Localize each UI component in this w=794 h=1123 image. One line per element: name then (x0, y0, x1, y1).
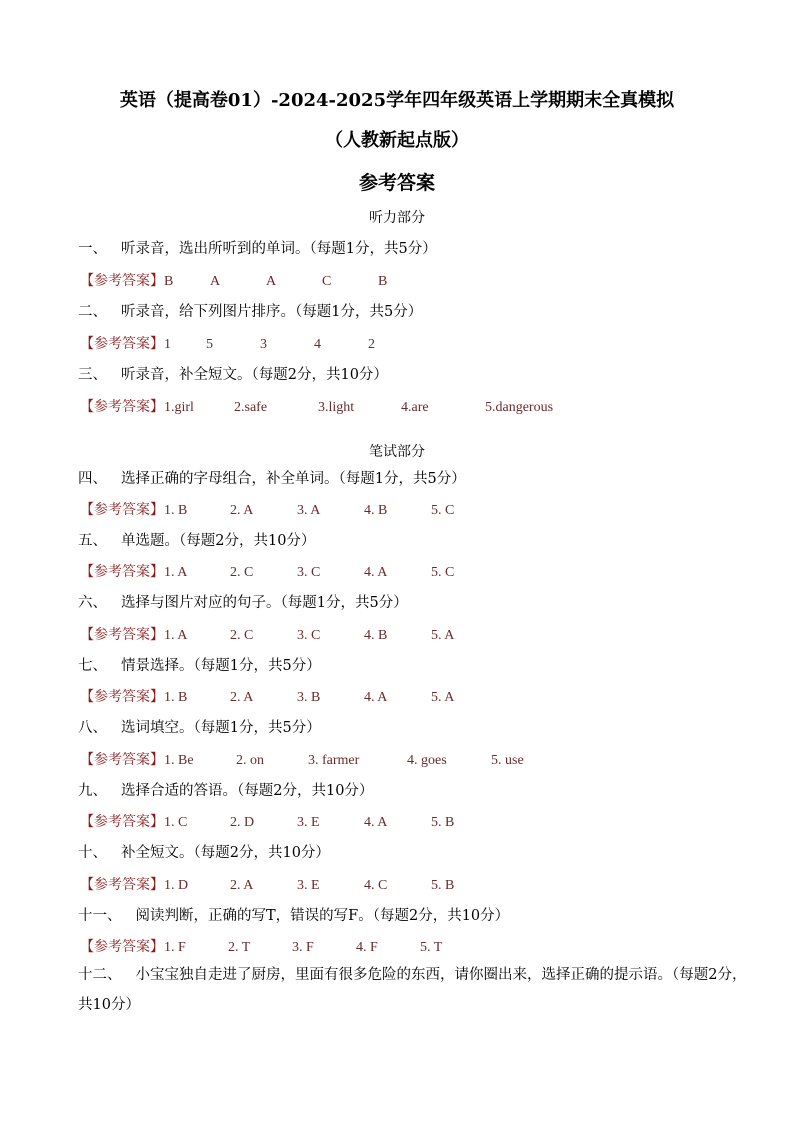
question-heading (78, 529, 315, 550)
answer-key-heading: 参考答案 (358, 172, 435, 194)
answer-tag: 【参考答案】 (80, 877, 164, 893)
written-heading: 笔试部分 (369, 444, 425, 460)
question-number: 十一、 (78, 908, 122, 924)
answer-tag: 【参考答案】 (80, 502, 164, 518)
question-number: 四、 (78, 471, 107, 487)
question-number: 十、 (78, 845, 107, 861)
answer-item: 1. C (164, 815, 188, 830)
answer-item: 3. A (297, 503, 321, 518)
answer-item: 1.girl (164, 400, 194, 415)
answer-tag: 【参考答案】 (80, 627, 164, 643)
question-text: 选择与图片对应的句子。（每题1分，共5分） (121, 595, 408, 611)
answer-item: 5. C (431, 503, 455, 518)
answer-item: 1. B (164, 690, 188, 705)
question-number: 三、 (78, 367, 107, 383)
answer-item: 1. F (164, 940, 186, 955)
question-text: 单选题。（每题2分，共10分） (121, 533, 316, 549)
question-text: 小宝宝独自走进了厨房，里面有很多危险的东西，请你圈出来，选择正确的提示语。（每题2分，共10分） (78, 967, 747, 1013)
answer-item: 2. D (230, 815, 255, 830)
question-text: 情景选择。（每题1分，共5分） (121, 658, 321, 674)
answer-item: 4. F (356, 940, 378, 955)
answer-item: 1. A (164, 565, 188, 580)
document-title: 英语（提高卷01）-2024-2025学年四年级英语上学期期末全真模拟 (119, 90, 675, 111)
answer-item: 4. B (364, 503, 388, 518)
answer-tag: 【参考答案】 (80, 399, 164, 415)
answer-row (80, 811, 471, 831)
question-text: 选择正确的字母组合，补全单词。（每题1分，共5分） (121, 471, 466, 487)
question-heading (78, 779, 373, 800)
answer-item: 3. farmer (308, 753, 360, 768)
answer-item: 4. goes (407, 753, 447, 768)
answer-tag: 【参考答案】 (80, 336, 164, 352)
answer-row (80, 749, 541, 769)
answer-item: 5. use (491, 753, 524, 768)
answer-item: 5. C (431, 565, 455, 580)
question-text: 阅读判断，正确的写T，错误的写F。（每题2分，共10分） (135, 908, 510, 924)
question-text: 选词填空。（每题1分，共5分） (121, 720, 321, 736)
answer-item: 4. C (364, 878, 388, 893)
answer-item: 3. F (292, 940, 314, 955)
question-text: 听录音，给下列图片排序。（每题1分，共5分） (121, 304, 423, 320)
answer-item: B (378, 274, 388, 289)
question-text: 听录音，补全短文。（每题2分，共10分） (121, 367, 388, 383)
answer-row (80, 936, 460, 956)
question-heading (78, 841, 330, 862)
answer-item: B (164, 274, 174, 289)
answer-item: 4. B (364, 628, 388, 643)
answer-item: 5. A (431, 628, 455, 643)
answer-item: 2. A (230, 503, 254, 518)
question-heading (78, 300, 422, 321)
answer-item: 2. on (236, 753, 264, 768)
answer-item: 4. A (364, 690, 388, 705)
answer-item: 3 (260, 337, 267, 352)
answer-item: A (266, 274, 277, 289)
answer-row (80, 686, 471, 706)
answer-item: 5. B (431, 815, 455, 830)
question-heading (78, 237, 437, 258)
answer-item: 1. Be (164, 753, 194, 768)
answer-item: C (322, 274, 332, 289)
question-number: 九、 (78, 783, 107, 799)
question-text: 选择合适的答语。（每题2分，共10分） (121, 783, 374, 799)
answer-item: 4.are (401, 400, 429, 415)
question-number: 六、 (78, 595, 107, 611)
answer-tag: 【参考答案】 (80, 814, 164, 830)
answer-item: 2. C (230, 628, 254, 643)
answer-item: 4 (314, 337, 321, 352)
answer-item: 1. A (164, 628, 188, 643)
question-heading (78, 654, 321, 675)
answer-item: 5. T (420, 940, 443, 955)
answer-item: 2. C (230, 565, 254, 580)
answer-row (80, 874, 471, 894)
answer-item: 2.safe (234, 400, 268, 415)
question-heading-last (78, 960, 758, 1020)
answer-item: 3. E (297, 815, 320, 830)
answer-item: 2. T (228, 940, 251, 955)
answer-row (80, 333, 408, 353)
answer-item: 4. A (364, 815, 388, 830)
answer-item: 1. D (164, 878, 189, 893)
answer-tag: 【参考答案】 (80, 273, 164, 289)
question-text: 听录音，选出所听到的单词。（每题1分，共5分） (121, 241, 437, 257)
answer-item: A (210, 274, 221, 289)
answer-tag: 【参考答案】 (80, 752, 164, 768)
question-number: 五、 (78, 533, 107, 549)
answer-item: 3. B (297, 690, 321, 705)
answer-item: 5.dangerous (485, 400, 554, 415)
answer-tag: 【参考答案】 (80, 939, 164, 955)
question-number: 七、 (78, 658, 107, 674)
answer-item: 2 (368, 337, 375, 352)
question-heading (78, 363, 388, 384)
answer-item: 3. C (297, 628, 321, 643)
question-number: 八、 (78, 720, 107, 736)
answer-item: 5. B (431, 878, 455, 893)
answer-item: 1. B (164, 503, 188, 518)
question-heading (78, 716, 321, 737)
question-number: 二、 (78, 304, 107, 320)
answer-item: 4. A (364, 565, 388, 580)
answer-item: 3.light (318, 400, 355, 415)
question-text: 补全短文。（每题2分，共10分） (121, 845, 330, 861)
answer-row (80, 270, 418, 290)
document-edition: （人教新起点版） (325, 130, 469, 151)
answer-tag: 【参考答案】 (80, 564, 164, 580)
answer-row (80, 499, 471, 519)
answer-row (80, 561, 471, 581)
question-heading (78, 591, 408, 612)
question-heading (78, 904, 509, 925)
question-number: 一、 (78, 241, 107, 257)
answer-item: 5 (206, 337, 213, 352)
answer-row (80, 396, 575, 416)
answer-item: 3. E (297, 878, 320, 893)
question-number: 十二、 (78, 967, 122, 983)
question-heading (78, 467, 466, 488)
answer-tag: 【参考答案】 (80, 689, 164, 705)
answer-item: 3. C (297, 565, 321, 580)
listening-heading: 听力部分 (369, 210, 425, 226)
answer-item: 5. A (431, 690, 455, 705)
answer-item: 2. A (230, 690, 254, 705)
answer-item: 2. A (230, 878, 254, 893)
answer-row (80, 624, 471, 644)
answer-item: 1 (164, 337, 171, 352)
